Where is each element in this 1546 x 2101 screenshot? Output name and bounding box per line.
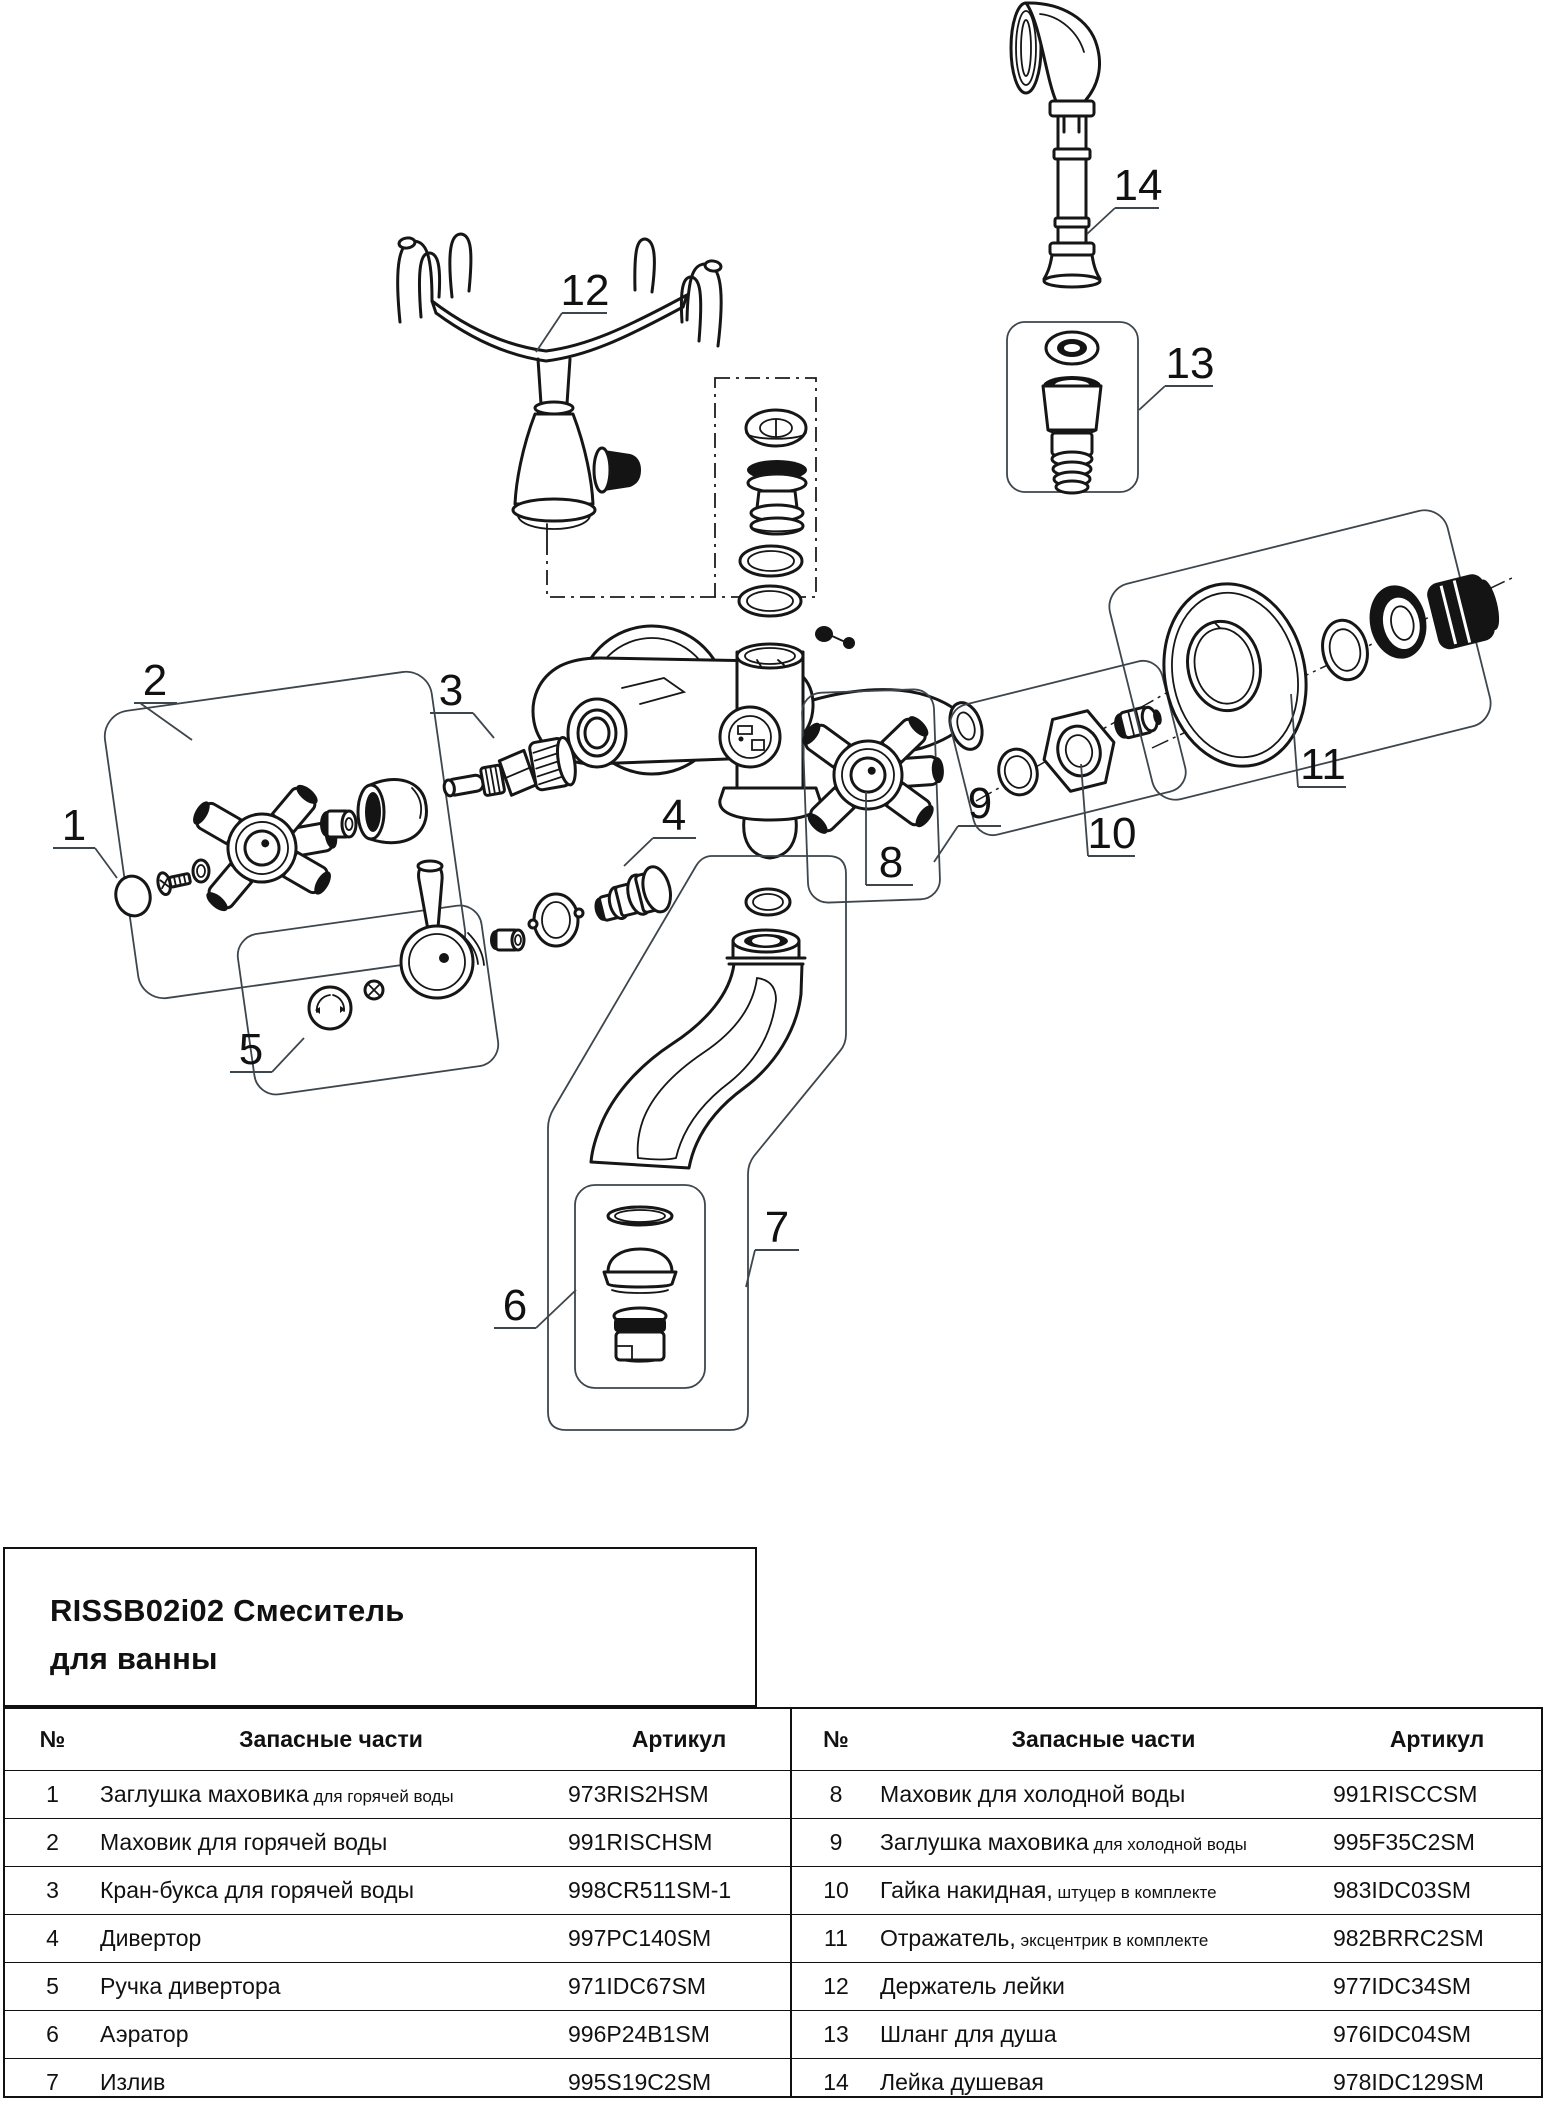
table-body-right [792, 1770, 1541, 2101]
callout-leader-13 [1139, 386, 1165, 410]
part-name-main: Ручка дивертора [100, 1973, 281, 1999]
eccentric [1425, 570, 1505, 652]
part-article-code: 973RIS2HSM [568, 1781, 709, 1807]
part-name [880, 1925, 1333, 1952]
part-number: 7 [46, 2069, 59, 2095]
callout-leader-2 [140, 703, 192, 740]
callout-number-2: 2 [142, 656, 168, 705]
part-name [880, 1877, 1333, 1904]
part-article-code: 976IDC04SM [1333, 2021, 1472, 2047]
cartridge-seal-stack [739, 410, 807, 616]
part-number: 4 [46, 1925, 59, 1951]
part-article-code: 971IDC67SM [568, 1973, 707, 1999]
callout-number-11: 11 [1300, 740, 1346, 789]
handle-cover-cup [358, 780, 426, 843]
callout-number-5: 5 [238, 1025, 264, 1074]
hot-handwheel [185, 776, 347, 918]
parts-table-right [790, 1707, 1543, 2098]
part-number: 13 [823, 2021, 849, 2047]
callout-number-6: 6 [502, 1281, 528, 1330]
part-number: 10 [823, 1877, 849, 1903]
part-name-note: для горячей воды [308, 1787, 454, 1806]
product-type-title: для ванны [50, 1641, 218, 1676]
part-14-shower-handset [1011, 3, 1100, 287]
callout-number-10: 10 [1087, 809, 1137, 858]
callout-number-1: 1 [61, 801, 87, 850]
callout-number-13: 13 [1165, 339, 1215, 388]
handle-screw [156, 867, 192, 895]
part-13-shower-hose [1007, 322, 1138, 493]
part-name-main: Лейка душевая [880, 2069, 1044, 2095]
table-row [792, 2058, 1541, 2101]
part-name-main: Гайка накидная, [880, 1877, 1053, 1903]
part-number: 8 [829, 1781, 843, 1807]
part-name-main: Маховик для горячей воды [100, 1829, 388, 1855]
part-article-code: 996P24B1SM [568, 2021, 710, 2047]
table-row [792, 1866, 1541, 1914]
table-row [5, 1866, 790, 1914]
part-article-code: 991RISCCSM [1333, 1781, 1478, 1807]
part-name-main: Держатель лейки [880, 1973, 1065, 1999]
part-name-main: Кран-букса для горячей воды [100, 1877, 415, 1903]
handle-washer [193, 860, 209, 882]
callout-leader-4 [624, 838, 653, 866]
table-row [5, 1914, 790, 1962]
table-row [5, 1770, 790, 1818]
callout-leader-3 [473, 713, 494, 738]
part-number: 11 [824, 1925, 848, 1951]
callout-number-14: 14 [1113, 161, 1163, 210]
part-name-note: штуцер в комплекте [1052, 1883, 1217, 1902]
callout-leader-5 [272, 1038, 304, 1072]
part-number: 9 [829, 1829, 843, 1855]
part-name-main: Дивертор [100, 1925, 202, 1951]
part-article-code: 995S19C2SM [568, 2069, 712, 2095]
col-header-parts: Запасные части [1011, 1726, 1196, 1752]
part-article-code: 977IDC34SM [1333, 1973, 1472, 1999]
table-body-left [5, 1770, 790, 2101]
part-name-note: эксцентрик в комплекте [1015, 1931, 1209, 1950]
part-number: 5 [46, 1973, 59, 1999]
part-name-main: Аэратор [100, 2021, 189, 2047]
part-article-code: 998CR511SM-1 [568, 1877, 732, 1903]
table-row [5, 1818, 790, 1866]
part-name [880, 1781, 1333, 1808]
callout-leader-1 [95, 848, 117, 878]
part-name [100, 1781, 568, 1808]
part-number: 2 [46, 1829, 59, 1855]
col-header-code: Артикул [1389, 1726, 1485, 1752]
table-row [792, 2010, 1541, 2058]
part-name [100, 1925, 568, 1952]
part-3-hot-cartridge [439, 736, 578, 806]
table-row [5, 2010, 790, 2058]
col-header-parts: Запасные части [239, 1726, 423, 1752]
handle-sleeve [320, 811, 356, 837]
title-block [3, 1547, 757, 1707]
part-name [880, 2069, 1333, 2096]
callout-number-8: 8 [878, 838, 904, 887]
table-row [792, 1914, 1541, 1962]
part-name-main: Отражатель, [880, 1925, 1016, 1951]
part-name [880, 1973, 1333, 2000]
part-article-code: 997PC140SM [568, 1925, 712, 1951]
table-row [792, 1818, 1541, 1866]
part-4-diverter [490, 864, 675, 950]
part-7-spout [548, 856, 846, 1430]
part-number: 3 [46, 1877, 59, 1903]
part-name [880, 1829, 1333, 1856]
part-article-code: 982BRRC2SM [1333, 1925, 1484, 1951]
table-row [5, 2058, 790, 2101]
part-number: 12 [823, 1973, 849, 1999]
part-article-code: 991RISCHSM [568, 1829, 713, 1855]
part-article-code: 995F35C2SM [1333, 1829, 1475, 1855]
table-row [5, 1962, 790, 2010]
part-name-main: Маховик для холодной воды [880, 1781, 1186, 1807]
part-name-main: Заглушка маховика [100, 1781, 309, 1807]
product-code-title: RISSB02i02 Смеситель [50, 1593, 405, 1628]
table-header [792, 1709, 1541, 1770]
part-name [100, 1973, 568, 2000]
part-name-main: Заглушка маховика [880, 1829, 1089, 1855]
part-number: 6 [46, 2021, 59, 2047]
callout-leader-12 [536, 313, 562, 352]
callout-number-12: 12 [560, 266, 610, 315]
callout-number-3: 3 [438, 666, 464, 715]
part-name [100, 2021, 568, 2048]
part-6-aerator [575, 1185, 705, 1388]
part-name [100, 1829, 568, 1856]
part-name [880, 2021, 1333, 2048]
indicator-cap [309, 987, 351, 1029]
parts-table-left [3, 1707, 790, 2098]
part-name [100, 2069, 568, 2096]
col-header-num: № [39, 1726, 66, 1752]
part-1-handle-cap [112, 872, 155, 919]
callout-leader-14 [1087, 208, 1115, 234]
part-article-code: 983IDC03SM [1333, 1877, 1472, 1903]
part-name-main: Шланг для душа [880, 2021, 1057, 2047]
table-header [5, 1709, 790, 1770]
table-row [792, 1770, 1541, 1818]
handle-screw-2 [365, 981, 383, 999]
callout-leader-6 [536, 1290, 576, 1328]
body-screws [815, 626, 855, 649]
part-article-code: 978IDC129SM [1333, 2069, 1484, 2095]
callout-number-9: 9 [967, 779, 993, 828]
part-number: 1 [46, 1781, 59, 1807]
part-name [100, 1877, 568, 1904]
col-header-num: № [823, 1726, 849, 1752]
part-name-note: для холодной воды [1088, 1835, 1247, 1854]
diverter-lever [401, 861, 484, 998]
part-number: 14 [823, 2069, 849, 2095]
col-header-code: Артикул [631, 1726, 727, 1752]
part-name-main: Излив [100, 2069, 166, 2095]
callout-number-4: 4 [661, 791, 687, 840]
callout-number-7: 7 [764, 1203, 790, 1252]
table-row [792, 1962, 1541, 2010]
